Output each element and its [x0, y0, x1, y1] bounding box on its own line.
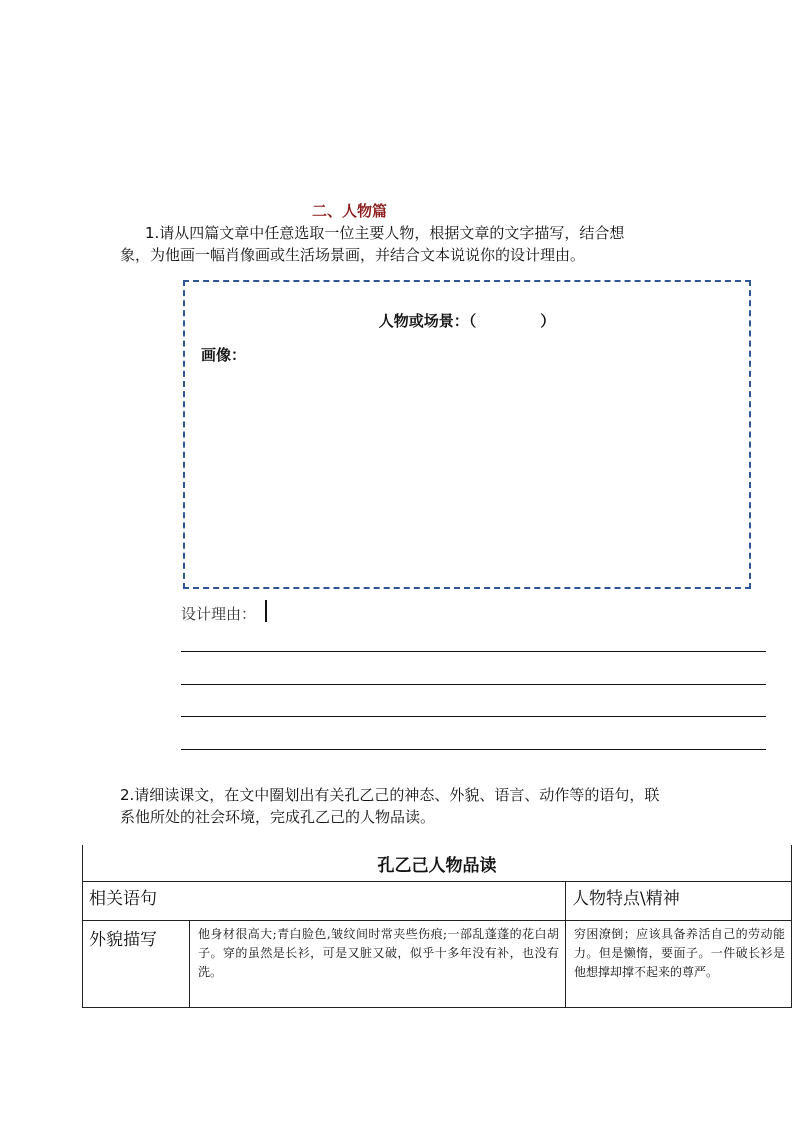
quote-cell[interactable]: 他身材很高大;青白脸色,皱纹间时常夹些伤痕;一部乱蓬蓬的花白胡子。穿的虽然是长衫，可是又脏又破，似乎十多年没有补，也没有洗。: [190, 921, 566, 1008]
trait-cell[interactable]: 穷困潦倒；应该具备养活自己的劳动能力。但是懒惰，要面子。一件破长衫是他想撑却撑不起来的尊严。: [566, 921, 792, 1008]
design-reason-label: 设计理由：: [181, 605, 257, 623]
character-reading-table: [82, 845, 792, 1008]
table-title-row: [83, 845, 792, 882]
portrait-label: 画像：: [201, 346, 247, 364]
header-character-traits: 人物特点\精神: [566, 882, 792, 921]
drawing-area-heading: [185, 310, 749, 331]
row-label: 外貌描写: [83, 921, 190, 1008]
question-2-text-continued: 系他所处的社会环境，完成孔乙己的人物品读。: [120, 808, 436, 826]
answer-line-1[interactable]: [181, 651, 766, 652]
section-title: 二、人物篇: [312, 202, 388, 220]
answer-line-2[interactable]: [181, 684, 766, 685]
question-1-text: 1.请从四篇文章中任意选取一位主要人物，根据文章的文字描写，结合想: [145, 224, 625, 242]
drawing-area[interactable]: [183, 280, 751, 589]
answer-line-3[interactable]: [181, 716, 766, 717]
table-row: [83, 921, 792, 1008]
table-title: 孔乙己人物品读: [83, 845, 792, 882]
table-header-row: [83, 882, 792, 921]
answer-line-4[interactable]: [181, 749, 766, 750]
text-cursor: [265, 600, 267, 622]
heading-label: 人物或场景：（: [378, 312, 477, 330]
heading-close-paren: ）: [540, 312, 556, 330]
header-related-sentences: 相关语句: [83, 882, 566, 921]
question-1-text-continued: 象，为他画一幅肖像画或生活场景画，并结合文本说说你的设计理由。: [120, 246, 586, 264]
question-2-text: 2.请细读课文，在文中圈划出有关孔乙己的神态、外貌、语言、动作等的语句，联: [120, 786, 660, 804]
